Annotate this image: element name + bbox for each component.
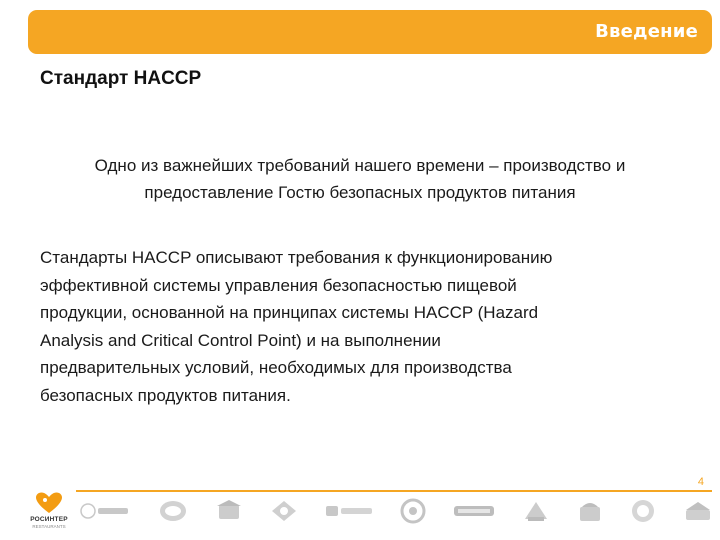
brand-logo-icon [578, 499, 602, 523]
body-line: Analysis and Critical Control Point) и на выполнении [40, 330, 441, 350]
brand-logo-icon [400, 498, 426, 524]
intro-text [30, 152, 690, 206]
body-line: эффективной системы управления безопасностью пищевой [40, 275, 517, 295]
heart-logo-icon [34, 492, 64, 514]
brand-logo-icon [630, 498, 656, 524]
brand-logo-icon [270, 499, 298, 523]
header-bar [28, 10, 712, 54]
page-number: 4 [697, 476, 704, 488]
brand-logo-icon [158, 499, 188, 523]
brand-logo-icon [326, 504, 372, 518]
brand-logo-icon [454, 503, 494, 519]
rosinter-logo [24, 492, 74, 536]
intro-line: Одно из важнейших требований нашего времени – производство и [94, 156, 626, 175]
brand-logos-strip [80, 494, 712, 528]
brand-logo-icon [684, 500, 712, 522]
body-text [40, 244, 680, 409]
brand-logo-icon [216, 499, 242, 523]
body-line: предварительных условий, необходимых для производства [40, 358, 512, 377]
body-line: продукции, основанной на принципах системы HACCP (Hazard [40, 303, 539, 322]
brand-logo-icon [80, 501, 130, 521]
header-title: Введение [595, 21, 698, 42]
page-title: Стандарт HACCP [40, 68, 202, 89]
intro-line: предоставление Гостю безопасных продуктов питания [144, 183, 576, 202]
body-line: безопасных продуктов питания. [40, 385, 291, 405]
body-line: Стандарты HACCP описывают требования к функционированию [40, 248, 553, 267]
footer-divider [76, 490, 712, 492]
logo-text: РОСИНТЕР [30, 516, 68, 523]
logo-subtext: RESTAURANTS [32, 524, 66, 529]
brand-logo-icon [522, 499, 550, 523]
